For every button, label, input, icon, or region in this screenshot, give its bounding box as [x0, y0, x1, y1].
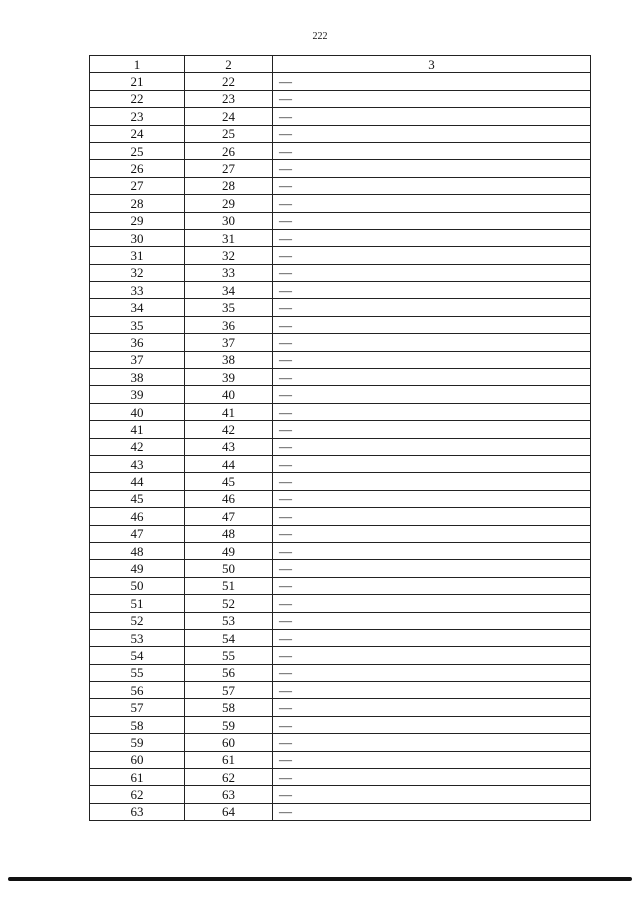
- table-row: [90, 142, 591, 159]
- table-cell-col-3: —: [273, 351, 591, 368]
- table-row: [90, 316, 591, 333]
- table-cell-col-2: 28: [185, 177, 273, 194]
- column-header-3: 3: [273, 56, 591, 73]
- table-cell-col-1: 28: [90, 195, 185, 212]
- table-cell-col-1: 26: [90, 160, 185, 177]
- table-cell-col-3: —: [273, 403, 591, 420]
- table-cell-col-1: 21: [90, 73, 185, 90]
- table-row: [90, 125, 591, 142]
- table-cell-col-1: 43: [90, 455, 185, 472]
- table-row: [90, 734, 591, 751]
- table-cell-col-1: 25: [90, 142, 185, 159]
- table-row: [90, 108, 591, 125]
- table-row: [90, 664, 591, 681]
- table-cell-col-2: 45: [185, 473, 273, 490]
- table-cell-col-1: 35: [90, 316, 185, 333]
- table-cell-col-3: —: [273, 542, 591, 559]
- table-cell-col-3: —: [273, 734, 591, 751]
- table-cell-col-1: 36: [90, 334, 185, 351]
- table-row: [90, 716, 591, 733]
- table-body: [90, 73, 591, 821]
- table-cell-col-2: 51: [185, 577, 273, 594]
- table-cell-col-1: 50: [90, 577, 185, 594]
- table-row: [90, 282, 591, 299]
- table-cell-col-1: 32: [90, 264, 185, 281]
- table-cell-col-3: —: [273, 177, 591, 194]
- table-cell-col-2: 54: [185, 629, 273, 646]
- table-row: [90, 629, 591, 646]
- table-cell-col-3: —: [273, 490, 591, 507]
- table-cell-col-2: 34: [185, 282, 273, 299]
- table-cell-col-2: 48: [185, 525, 273, 542]
- table-cell-col-3: —: [273, 699, 591, 716]
- table-cell-col-2: 41: [185, 403, 273, 420]
- table-cell-col-3: —: [273, 229, 591, 246]
- table-cell-col-1: 58: [90, 716, 185, 733]
- table-cell-col-1: 51: [90, 595, 185, 612]
- table-cell-col-3: —: [273, 160, 591, 177]
- table-cell-col-2: 42: [185, 421, 273, 438]
- table-cell-col-2: 25: [185, 125, 273, 142]
- table-row: [90, 577, 591, 594]
- table-cell-col-1: 54: [90, 647, 185, 664]
- table-row: [90, 212, 591, 229]
- table-row: [90, 195, 591, 212]
- table-cell-col-1: 45: [90, 490, 185, 507]
- table-row: [90, 508, 591, 525]
- page-number: 222: [312, 31, 328, 42]
- table-cell-col-1: 44: [90, 473, 185, 490]
- table-cell-col-3: —: [273, 473, 591, 490]
- column-header-2: 2: [185, 56, 273, 73]
- table-row: [90, 299, 591, 316]
- table-cell-col-1: 56: [90, 682, 185, 699]
- table-row: [90, 525, 591, 542]
- table-row: [90, 403, 591, 420]
- table-cell-col-2: 32: [185, 247, 273, 264]
- table-cell-col-3: —: [273, 612, 591, 629]
- table-row: [90, 751, 591, 768]
- table-cell-col-1: 49: [90, 560, 185, 577]
- table-cell-col-1: 38: [90, 369, 185, 386]
- table-cell-col-2: 31: [185, 229, 273, 246]
- table-row: [90, 769, 591, 786]
- table-row: [90, 421, 591, 438]
- table-cell-col-3: —: [273, 455, 591, 472]
- table-cell-col-3: —: [273, 682, 591, 699]
- table-cell-col-2: 61: [185, 751, 273, 768]
- table-cell-col-2: 44: [185, 455, 273, 472]
- table-cell-col-3: —: [273, 769, 591, 786]
- table-row: [90, 264, 591, 281]
- table-cell-col-1: 57: [90, 699, 185, 716]
- table-cell-col-2: 52: [185, 595, 273, 612]
- table-cell-col-1: 46: [90, 508, 185, 525]
- table-cell-col-1: 37: [90, 351, 185, 368]
- table-cell-col-2: 35: [185, 299, 273, 316]
- table-row: [90, 351, 591, 368]
- table-cell-col-3: —: [273, 716, 591, 733]
- table-row: [90, 490, 591, 507]
- table-cell-col-2: 23: [185, 90, 273, 107]
- table-cell-col-3: —: [273, 508, 591, 525]
- table-cell-col-2: 60: [185, 734, 273, 751]
- table-cell-col-3: —: [273, 247, 591, 264]
- table-cell-col-3: —: [273, 629, 591, 646]
- table-row: [90, 73, 591, 90]
- table-cell-col-1: 41: [90, 421, 185, 438]
- table-cell-col-3: —: [273, 525, 591, 542]
- table-cell-col-1: 24: [90, 125, 185, 142]
- table-cell-col-3: —: [273, 90, 591, 107]
- table-cell-col-1: 31: [90, 247, 185, 264]
- table-cell-col-3: —: [273, 803, 591, 820]
- table-cell-col-1: 53: [90, 629, 185, 646]
- table-row: [90, 455, 591, 472]
- data-table: [89, 55, 591, 821]
- table-cell-col-1: 27: [90, 177, 185, 194]
- table-row: [90, 177, 591, 194]
- table-cell-col-2: 47: [185, 508, 273, 525]
- table-cell-col-3: —: [273, 125, 591, 142]
- table-cell-col-3: —: [273, 421, 591, 438]
- table-cell-col-1: 55: [90, 664, 185, 681]
- table-cell-col-1: 29: [90, 212, 185, 229]
- table-cell-col-2: 39: [185, 369, 273, 386]
- table-cell-col-2: 49: [185, 542, 273, 559]
- table-cell-col-2: 62: [185, 769, 273, 786]
- table-cell-col-2: 33: [185, 264, 273, 281]
- table-cell-col-1: 63: [90, 803, 185, 820]
- table-row: [90, 473, 591, 490]
- table-cell-col-1: 34: [90, 299, 185, 316]
- table-cell-col-3: —: [273, 647, 591, 664]
- table-cell-col-2: 37: [185, 334, 273, 351]
- table-row: [90, 699, 591, 716]
- table-cell-col-2: 57: [185, 682, 273, 699]
- table-cell-col-3: —: [273, 369, 591, 386]
- table-cell-col-2: 26: [185, 142, 273, 159]
- table-cell-col-2: 40: [185, 386, 273, 403]
- table-cell-col-3: —: [273, 299, 591, 316]
- table-row: [90, 682, 591, 699]
- table-row: [90, 803, 591, 820]
- table-cell-col-1: 30: [90, 229, 185, 246]
- table-cell-col-3: —: [273, 386, 591, 403]
- table-cell-col-1: 47: [90, 525, 185, 542]
- table-row: [90, 334, 591, 351]
- table-cell-col-1: 62: [90, 786, 185, 803]
- table-cell-col-1: 52: [90, 612, 185, 629]
- table-cell-col-2: 63: [185, 786, 273, 803]
- table-cell-col-3: —: [273, 786, 591, 803]
- table-cell-col-3: —: [273, 595, 591, 612]
- table-cell-col-2: 64: [185, 803, 273, 820]
- table-cell-col-3: —: [273, 438, 591, 455]
- table-row: [90, 229, 591, 246]
- table-cell-col-3: —: [273, 212, 591, 229]
- table-row: [90, 247, 591, 264]
- table-cell-col-2: 46: [185, 490, 273, 507]
- table-row: [90, 595, 591, 612]
- table-cell-col-2: 53: [185, 612, 273, 629]
- table-row: [90, 542, 591, 559]
- bottom-rule: [8, 877, 632, 881]
- table-row: [90, 386, 591, 403]
- table-cell-col-3: —: [273, 142, 591, 159]
- header-row: [90, 56, 591, 73]
- table-cell-col-2: 43: [185, 438, 273, 455]
- table-cell-col-3: —: [273, 751, 591, 768]
- table-row: [90, 612, 591, 629]
- table-row: [90, 647, 591, 664]
- table-cell-col-1: 59: [90, 734, 185, 751]
- table-cell-col-1: 23: [90, 108, 185, 125]
- table-cell-col-3: —: [273, 334, 591, 351]
- table-cell-col-2: 58: [185, 699, 273, 716]
- table-row: [90, 438, 591, 455]
- table-cell-col-3: —: [273, 664, 591, 681]
- table-row: [90, 560, 591, 577]
- table-cell-col-2: 56: [185, 664, 273, 681]
- table-cell-col-2: 27: [185, 160, 273, 177]
- column-header-1: 1: [90, 56, 185, 73]
- table-cell-col-3: —: [273, 577, 591, 594]
- table-cell-col-1: 22: [90, 90, 185, 107]
- table-cell-col-2: 36: [185, 316, 273, 333]
- table-cell-col-2: 50: [185, 560, 273, 577]
- table-cell-col-2: 24: [185, 108, 273, 125]
- table-cell-col-3: —: [273, 264, 591, 281]
- table-cell-col-2: 38: [185, 351, 273, 368]
- table-cell-col-3: —: [273, 195, 591, 212]
- table-cell-col-1: 33: [90, 282, 185, 299]
- table-cell-col-2: 29: [185, 195, 273, 212]
- table-cell-col-2: 59: [185, 716, 273, 733]
- table-cell-col-2: 30: [185, 212, 273, 229]
- table-row: [90, 786, 591, 803]
- table-cell-col-1: 40: [90, 403, 185, 420]
- table-row: [90, 369, 591, 386]
- table-row: [90, 160, 591, 177]
- table-cell-col-3: —: [273, 73, 591, 90]
- table-row: [90, 90, 591, 107]
- table-cell-col-3: —: [273, 108, 591, 125]
- table-cell-col-3: —: [273, 560, 591, 577]
- table-header: [90, 56, 591, 73]
- table-cell-col-1: 42: [90, 438, 185, 455]
- table-cell-col-2: 22: [185, 73, 273, 90]
- table-cell-col-3: —: [273, 282, 591, 299]
- table-cell-col-3: —: [273, 316, 591, 333]
- table-cell-col-1: 48: [90, 542, 185, 559]
- table-cell-col-1: 39: [90, 386, 185, 403]
- table-cell-col-1: 61: [90, 769, 185, 786]
- table-cell-col-1: 60: [90, 751, 185, 768]
- table-cell-col-2: 55: [185, 647, 273, 664]
